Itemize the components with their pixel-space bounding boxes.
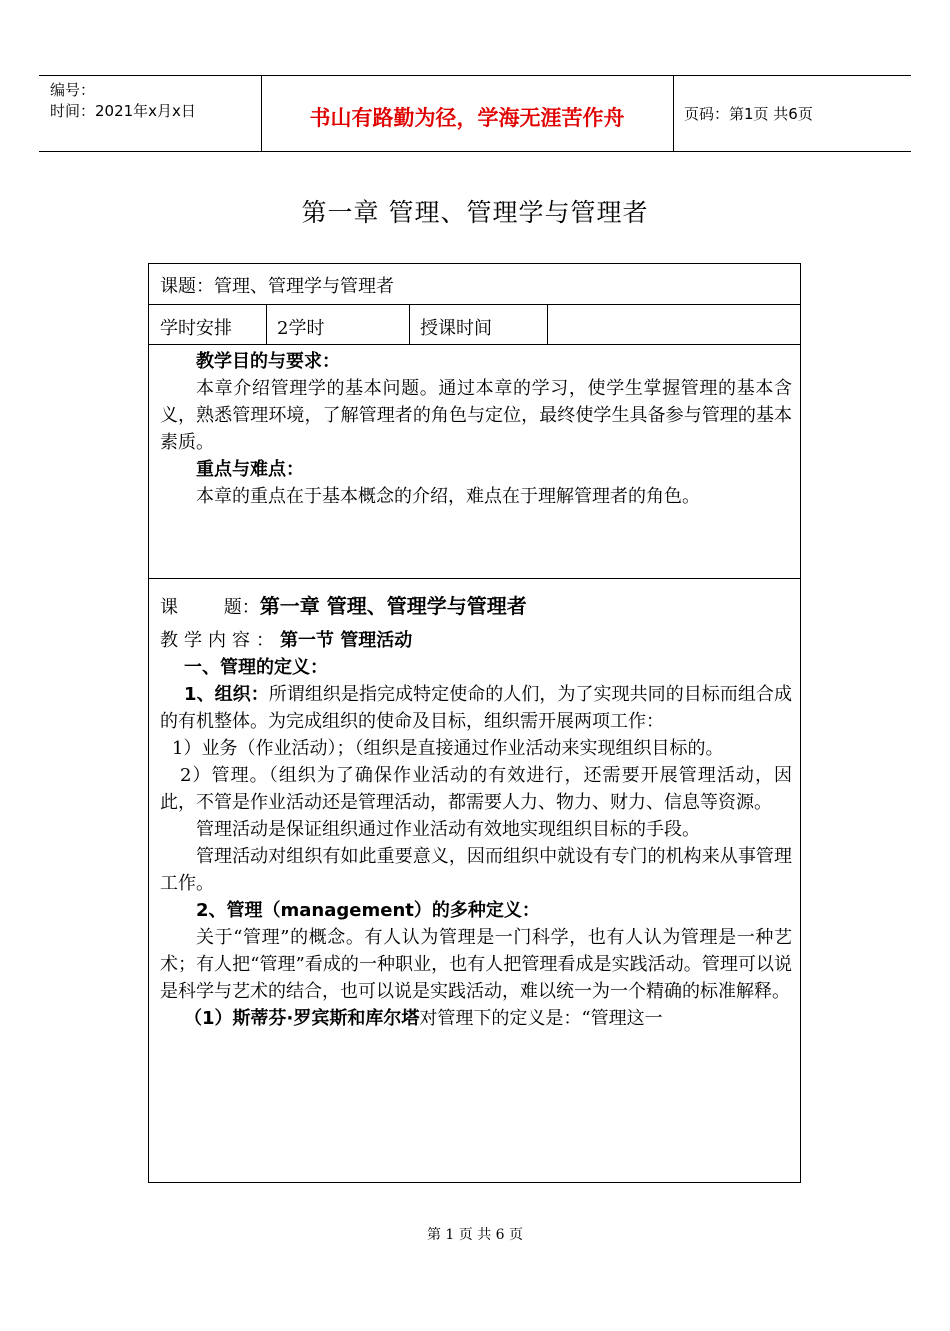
- course-row: 课题：管理、管理学与管理者: [160, 276, 394, 297]
- content-label: 教学内容：: [160, 630, 280, 651]
- time-label: 时间：2021年x月x日: [50, 102, 196, 120]
- header-page-info: 页码：第1页 共6页: [684, 105, 813, 123]
- table-rule: [149, 578, 800, 579]
- org-paragraph: [160, 681, 792, 735]
- page-header: [39, 75, 911, 152]
- objectives-text: 本章介绍管理学的基本问题。通过本章的学习，使学生掌握管理的基本含义，熟悉管理环境，了解管理者的角色与定位，最终使学生具备参与管理的基本素质。: [160, 378, 792, 453]
- paragraph-3: 关于“管理”的概念。有人认为管理是一门科学，也有人认为管理是一种艺术；有人把“管理”看成的一种职业，也有人把管理看成是实践活动。管理可以说是科学与艺术的结合，也可以说是实践活动，难以统一为一个精确的标准解释。: [160, 927, 792, 1002]
- table-rule: [266, 304, 267, 344]
- objectives-heading: 教学目的与要求：: [196, 351, 340, 372]
- hours-label: 学时安排: [160, 318, 232, 339]
- header-divider: [673, 76, 674, 151]
- table-rule: [149, 304, 800, 305]
- topic-label: 课 题：: [160, 597, 260, 618]
- content-line: [160, 627, 792, 654]
- topic-line: [160, 593, 792, 621]
- content-section: [160, 593, 792, 1032]
- org-label: 1、组织：: [184, 684, 269, 705]
- definition-1-label: （1）斯蒂芬·罗宾斯和库尔塔: [184, 1008, 420, 1029]
- header-meta: [50, 80, 196, 122]
- list-item-1: 1）业务（作业活动）；（组织是直接通过作业活动来实现组织目标的。: [172, 738, 724, 759]
- paragraph-2: 管理活动对组织有如此重要意义，因而组织中就设有专门的机构来从事管理工作。: [160, 846, 792, 894]
- list-item-2: 2）管理。（组织为了确保作业活动的有效进行，还需要开展管理活动，因此，不管是作业活动还是管理活动，都需要人力、物力、财力、信息等资源。: [160, 765, 792, 813]
- header-motto: 书山有路勤为径，学海无涯苦作舟: [309, 106, 625, 130]
- objectives-section: [160, 348, 792, 510]
- document-title: 第一章 管理、管理学与管理者: [301, 198, 649, 227]
- org-text: 所谓组织是指完成特定使命的人们，为了实现共同的目标而组合成的有机整体。为完成组织的使命及目标，组织需开展两项工作：: [160, 684, 792, 732]
- page-footer: 第 1 页 共 6 页: [426, 1227, 524, 1243]
- paragraph-1: 管理活动是保证组织通过作业活动有效地实现组织目标的手段。: [196, 819, 700, 840]
- table-rule: [547, 304, 548, 344]
- definition-1: [160, 1005, 792, 1032]
- content-title: 第一节 管理活动: [280, 630, 413, 651]
- keypoints-heading: 重点与难点：: [196, 459, 304, 480]
- hours-value: 2学时: [277, 318, 325, 339]
- section-heading-2: 2、管理（management）的多种定义：: [196, 900, 540, 921]
- definition-1-text: 对管理下的定义是：“管理这一: [419, 1008, 663, 1029]
- keypoints-text: 本章的重点在于基本概念的介绍，难点在于理解管理者的角色。: [196, 486, 700, 507]
- table-rule: [409, 304, 410, 344]
- table-rule: [149, 344, 800, 345]
- number-label: 编号：: [50, 81, 96, 99]
- section-heading-1: 一、管理的定义：: [184, 657, 328, 678]
- topic-title: 第一章 管理、管理学与管理者: [259, 594, 527, 618]
- time-label: 授课时间: [420, 318, 492, 339]
- lesson-table: [148, 263, 801, 1183]
